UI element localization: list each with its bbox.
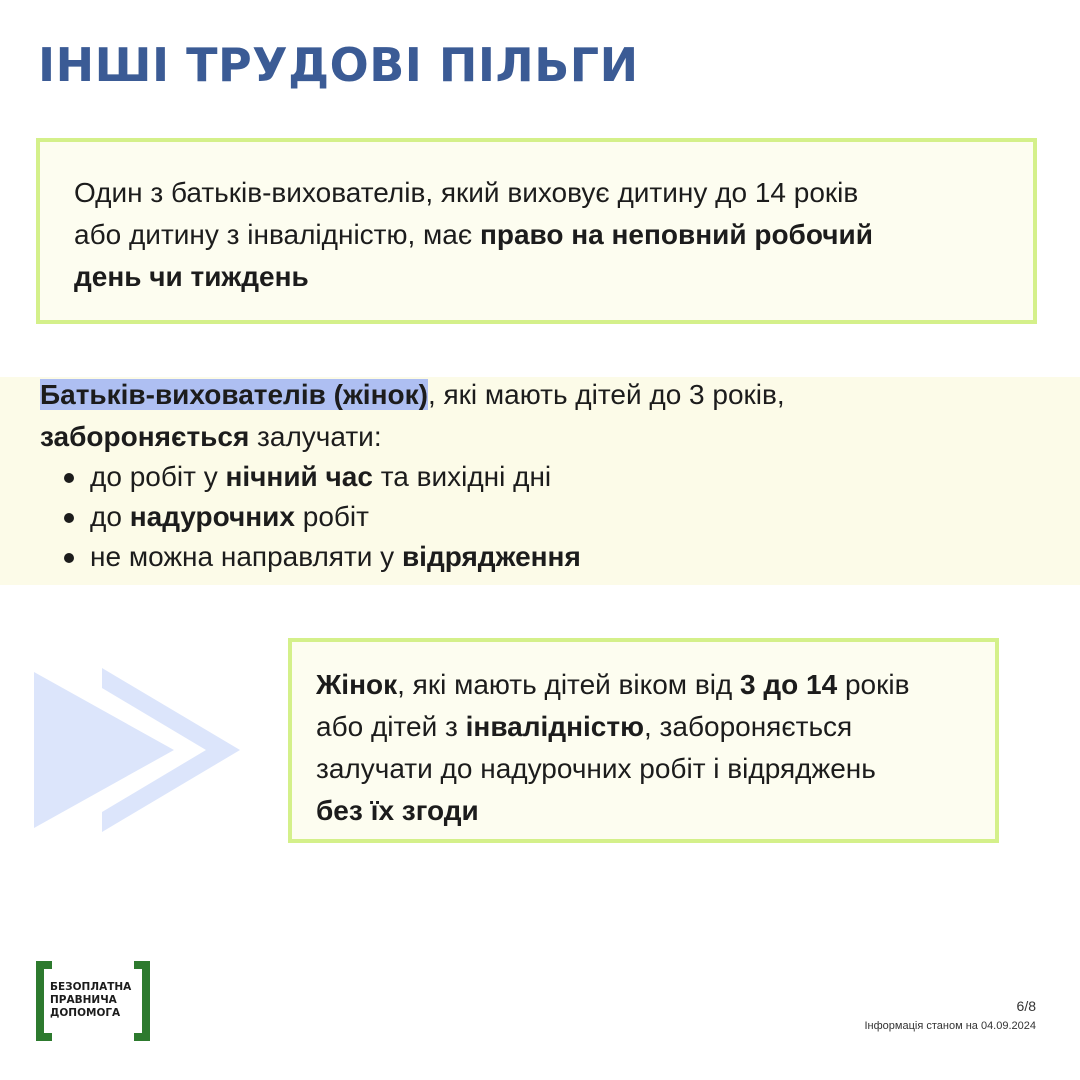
list-item: до робіт у нічний час та вихідні дні [60,457,581,497]
double-chevron-right-icon [34,662,254,838]
page-title: ІНШІ ТРУДОВІ ПІЛЬГИ [38,38,639,92]
restrictions-subheading: забороняється залучати: [40,421,382,452]
legal-aid-logo [36,961,150,1041]
restrictions-heading: Батьків-вихователів (жінок), які мають дітей до 3 років, [40,379,785,410]
logo-bracket-right [134,961,150,1041]
list-item: не можна направляти у відрядження [60,537,581,577]
info-box-part-time-text: Один з батьків-вихователів, який виховує дитину до 14 років або дитину з інвалідністю, має право на неповний робочий день чи тиждень [74,177,873,292]
info-date-note: Інформація станом на 04.09.2024 [864,1020,1036,1032]
info-box-women-text: Жінок, які мають дітей віком від 3 до 14 років або дітей з інвалідністю, забороняється залучати до надурочних робіт і відряджень без їх згоди [316,669,910,826]
arrow-filled-icon [34,672,174,828]
logo-text: БЕЗОПЛАТНА ПРАВНИЧА ДОПОМОГА [50,981,132,1019]
page-number: 6/8 [1016,998,1036,1014]
highlighted-term: Батьків-вихователів (жінок) [40,379,428,410]
info-box-part-time [36,138,1037,324]
info-box-women [288,638,999,843]
restrictions-list [60,457,581,577]
list-item: до надурочних робіт [60,497,581,537]
